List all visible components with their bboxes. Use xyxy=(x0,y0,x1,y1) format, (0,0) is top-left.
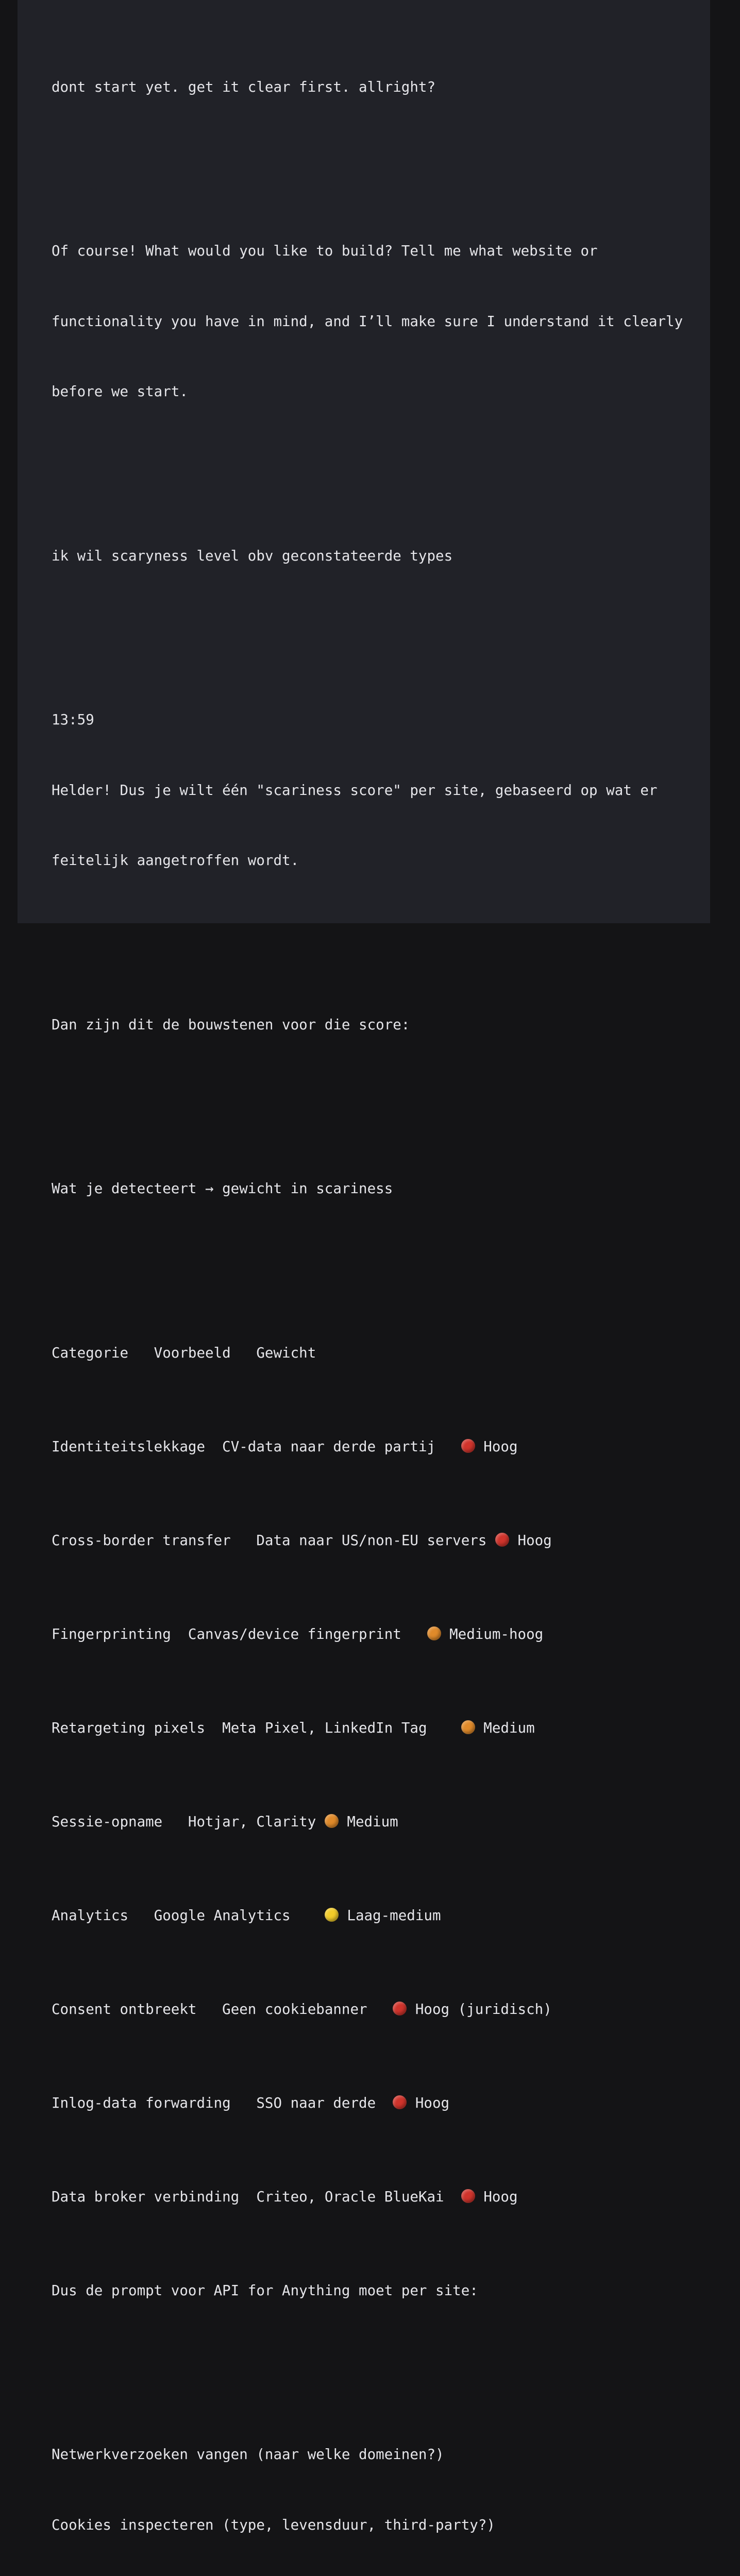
red-circle-icon xyxy=(461,2189,475,2203)
table-row xyxy=(52,1810,683,1834)
timestamp: 13:59 xyxy=(52,711,94,728)
row-example: Hotjar, Clarity xyxy=(188,1813,316,1830)
red-circle-icon xyxy=(495,1533,509,1547)
chat-panel xyxy=(18,0,710,2533)
row-weight: Hoog xyxy=(483,2188,518,2205)
blank-line xyxy=(52,451,683,474)
red-circle-icon xyxy=(393,2095,407,2109)
row-example: Geen cookiebanner xyxy=(222,2001,367,2018)
row-weight: Medium xyxy=(347,1813,398,1830)
orange-circle-icon xyxy=(427,1626,441,1640)
table-row xyxy=(52,1529,683,1553)
orange-circle-icon xyxy=(325,1814,339,1828)
row-category: Cross-border transfer xyxy=(52,1532,231,1549)
red-circle-icon xyxy=(461,1439,475,1453)
blank-line xyxy=(52,146,683,170)
row-weight: Hoog xyxy=(517,1532,552,1549)
row-weight: Hoog (juridisch) xyxy=(415,2001,552,2018)
assistant-message-line: Dan zijn dit de bouwstenen voor die score: xyxy=(52,1016,410,1033)
yellow-circle-icon xyxy=(325,1908,339,1922)
row-category: Fingerprinting xyxy=(52,1625,171,1642)
row-weight: Hoog xyxy=(415,2094,450,2111)
assistant-message-line: functionality you have in mind, and I’ll make sure I understand it clearly xyxy=(52,313,683,330)
user-message: ik wil scaryness level obv geconstateerde types xyxy=(52,547,453,564)
blank-line xyxy=(52,1248,683,1272)
row-example: Google Analytics xyxy=(154,1907,291,1924)
red-circle-icon xyxy=(393,2002,407,2015)
table-row xyxy=(52,1904,683,1928)
row-category: Analytics xyxy=(52,1907,129,1924)
row-weight: Medium-hoog xyxy=(449,1625,544,1642)
orange-circle-icon xyxy=(461,1720,475,1734)
table-row xyxy=(52,1998,683,2022)
assistant-message-line: Of course! What would you like to build? Tell me what website or xyxy=(52,243,598,259)
list-item: Netwerkverzoeken vangen (naar welke domeinen?) xyxy=(52,2446,444,2463)
table-row xyxy=(52,1435,683,1459)
table-row xyxy=(52,2185,683,2209)
chat-transcript xyxy=(52,5,683,2576)
row-example: SSO naar derde xyxy=(256,2094,376,2111)
row-category: Sessie-opname xyxy=(52,1813,163,1830)
row-weight: Medium xyxy=(483,1719,535,1736)
list-item: Cookies inspecteren (type, levensduur, third-party?) xyxy=(52,2516,495,2533)
row-category: Consent ontbreekt xyxy=(52,2001,197,2018)
row-example: Criteo, Oracle BlueKai xyxy=(256,2188,444,2205)
blank-line xyxy=(52,2349,683,2373)
row-example: CV-data naar derde partij xyxy=(222,1438,436,1455)
table-header: Categorie Voorbeeld Gewicht xyxy=(52,1344,316,1361)
assistant-message-line: before we start. xyxy=(52,383,188,400)
user-message: dont start yet. get it clear first. allright? xyxy=(52,78,436,95)
blank-line xyxy=(52,920,683,943)
assistant-message-line: Dus de prompt voor API for Anything moet per site: xyxy=(52,2282,478,2299)
row-weight: Laag-medium xyxy=(347,1907,441,1924)
row-example: Data naar US/non-EU servers xyxy=(256,1532,487,1549)
table-row xyxy=(52,2092,683,2115)
row-category: Identiteitslekkage xyxy=(52,1438,206,1455)
assistant-message-line: feitelijk aangetroffen wordt. xyxy=(52,852,299,869)
table-row xyxy=(52,1717,683,1740)
section-heading: Wat je detecteert → gewicht in scariness xyxy=(52,1180,393,1197)
row-weight: Hoog xyxy=(483,1438,518,1455)
row-category: Retargeting pixels xyxy=(52,1719,206,1736)
row-category: Inlog-data forwarding xyxy=(52,2094,231,2111)
blank-line xyxy=(52,1083,683,1107)
row-example: Canvas/device fingerprint xyxy=(188,1625,401,1642)
row-category: Data broker verbinding xyxy=(52,2188,240,2205)
table-row xyxy=(52,1623,683,1647)
row-example: Meta Pixel, LinkedIn Tag xyxy=(222,1719,427,1736)
assistant-message-line: Helder! Dus je wilt één "scariness score" per site, gebaseerd op wat er xyxy=(52,782,658,799)
blank-line xyxy=(52,615,683,638)
